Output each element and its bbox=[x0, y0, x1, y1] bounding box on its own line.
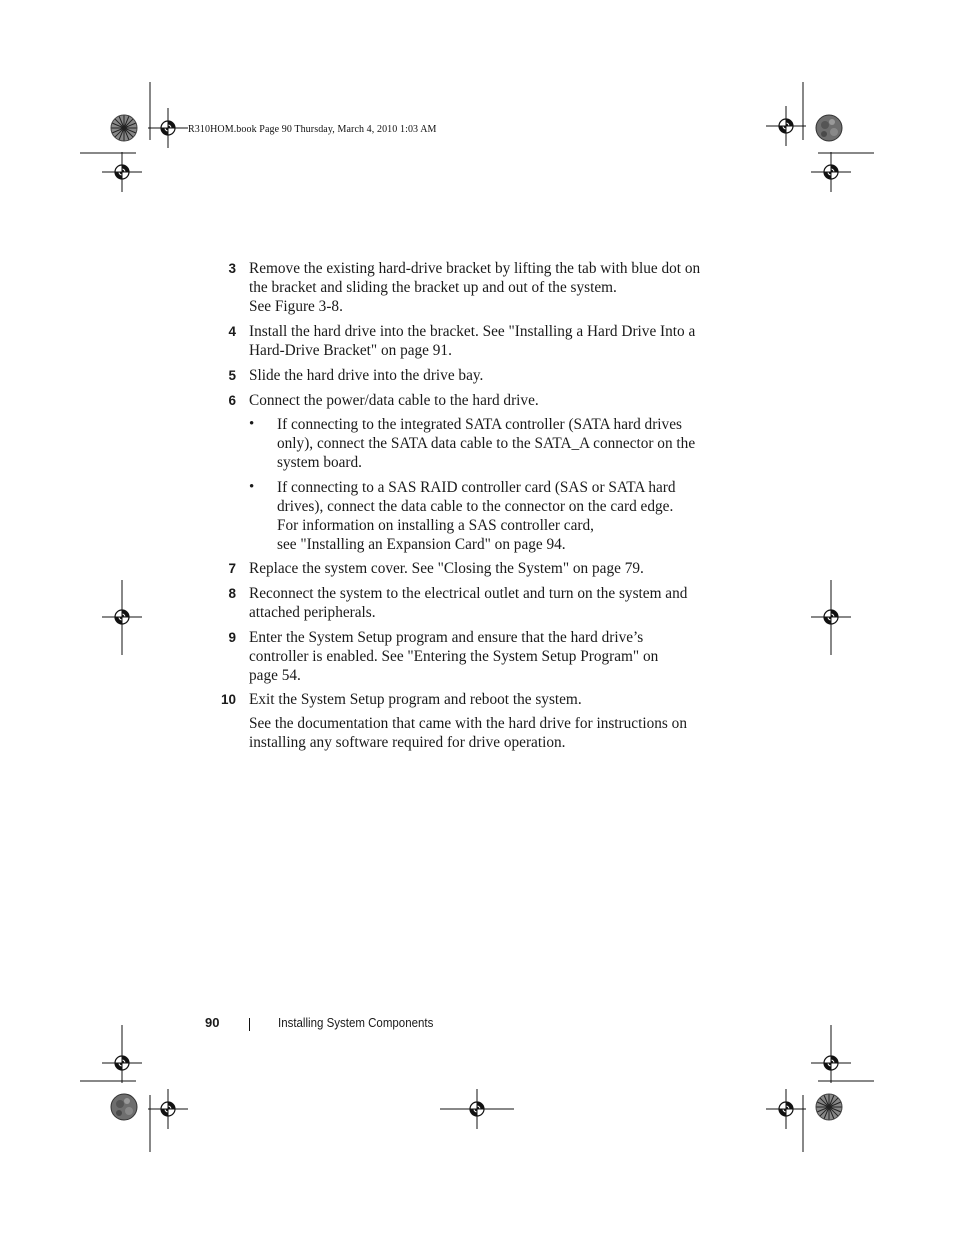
step-text: Enter the System Setup program and ensure that the hard drive’s controller is enabled. See "Entering the System Setup Program" on page 54. bbox=[249, 629, 659, 684]
step-number: 8 bbox=[228, 586, 236, 601]
step-text: Remove the existing hard-drive bracket by lifting the tab with blue dot on the bracket and sliding the bracket up and out of the system. See Figure 3-8. bbox=[249, 260, 701, 315]
step-number: 10 bbox=[220, 692, 236, 707]
bullet-symbol: • bbox=[249, 479, 255, 495]
step-number: 5 bbox=[228, 368, 236, 383]
bullet-symbol: • bbox=[249, 416, 255, 432]
bullet-text: If connecting to the integrated SATA controller (SATA hard drives only), connect the SATA data cable to the SATA_A connector on the system board. bbox=[277, 416, 696, 471]
step-number: 7 bbox=[228, 561, 236, 576]
step-number: 9 bbox=[228, 630, 236, 645]
print-slug-header: R310HOM.book Page 90 Thursday, March 4, 2010 1:03 AM bbox=[188, 124, 437, 135]
page-number: 90 bbox=[205, 1015, 220, 1030]
closing-note: See the documentation that came with the hard drive for instructions on installing any software required for drive operation. bbox=[249, 715, 687, 751]
step-text: Install the hard drive into the bracket. See "Installing a Hard Drive Into a Hard-Drive Bracket" on page 91. bbox=[249, 323, 696, 359]
step-number: 6 bbox=[228, 393, 236, 408]
step-text: Replace the system cover. See "Closing the System" on page 79. bbox=[249, 560, 644, 577]
step-text: Reconnect the system to the electrical outlet and turn on the system and attached peripherals. bbox=[249, 585, 688, 621]
step-number: 4 bbox=[228, 324, 236, 339]
footer-section-title: Installing System Components bbox=[278, 1016, 434, 1030]
step-number: 3 bbox=[228, 261, 236, 276]
step-text: Slide the hard drive into the drive bay. bbox=[249, 367, 484, 384]
step-text: Connect the power/data cable to the hard drive. bbox=[249, 392, 539, 409]
bullet-text: If connecting to a SAS RAID controller card (SAS or SATA hard drives), connect the data cable to the connector on the card edge. For information on installing a SAS controller card, see "Installing an Expansion Card" on page 94. bbox=[277, 479, 676, 553]
footer-divider bbox=[249, 1018, 250, 1031]
step-text: Exit the System Setup program and reboot the system. bbox=[249, 691, 582, 708]
